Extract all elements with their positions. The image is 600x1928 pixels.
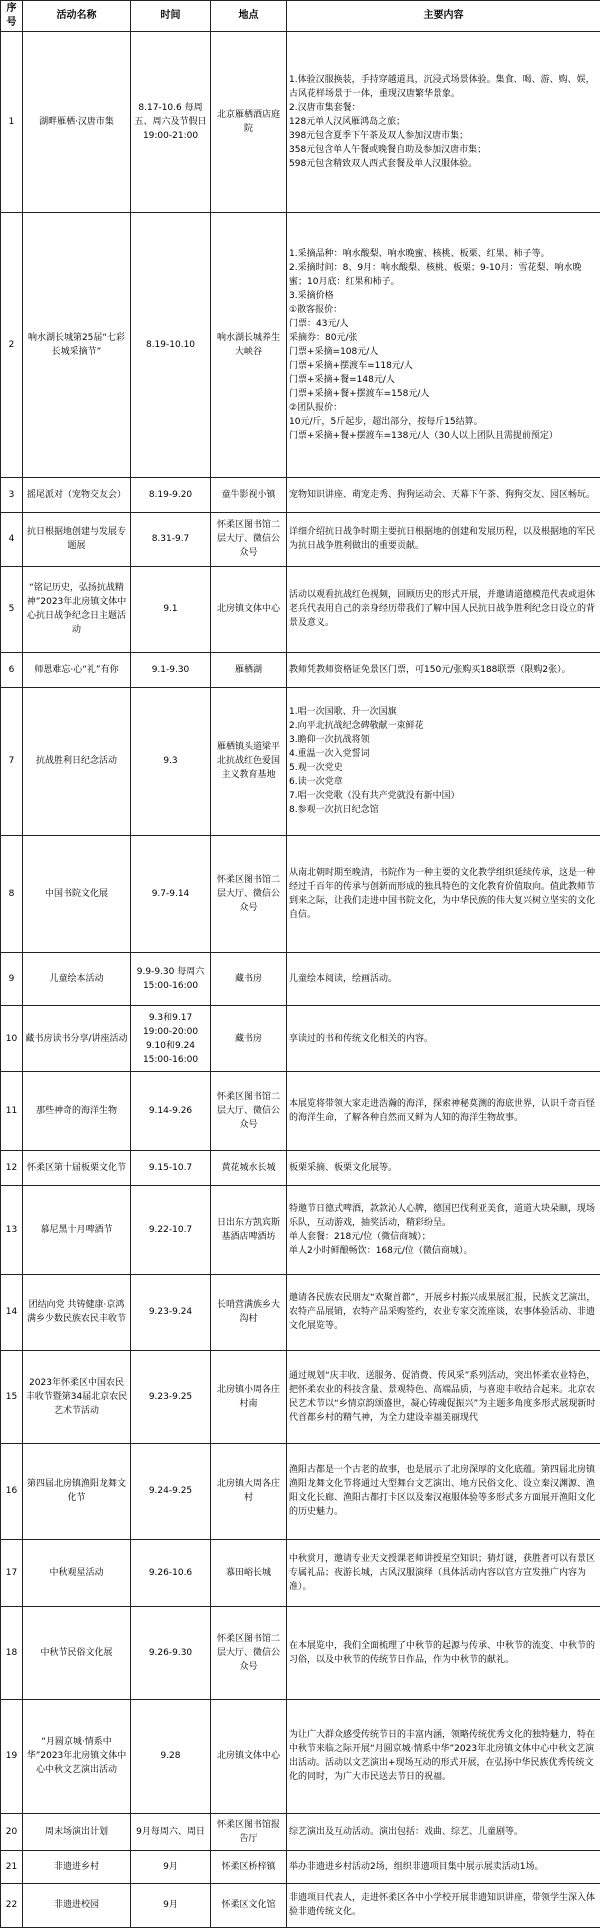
cell-content xyxy=(287,1539,600,1606)
cell-place: 怀柔区图书馆二层大厅、微信公众号 xyxy=(211,836,287,952)
content-line: 门票+采摘+餐=148元/人 xyxy=(289,375,395,386)
table-row xyxy=(1,1539,600,1606)
content-line: 7.唱一次党歌（没有共产党就没有新中国） xyxy=(289,791,460,802)
table-row xyxy=(1,213,600,478)
cell-time: 9.9-9.30 每周六 15:00-16:00 xyxy=(131,952,211,1005)
cell-content xyxy=(287,1813,600,1850)
content-line: 邀请各民族农民朋友“欢聚首都”，开展乡村振兴成果展汇报，民族文艺演出，农特产品展销，农特产品采购签约，农业专家交流座谈，农事体验活动、非遗文化展览等。 xyxy=(289,1293,596,1332)
cell-activity-name: 那些神奇的海洋生物 xyxy=(23,1072,131,1151)
cell-seq: 21 xyxy=(1,1851,23,1884)
cell-seq: 1 xyxy=(1,32,23,213)
table-row xyxy=(1,1351,600,1444)
table-row xyxy=(1,478,600,513)
content-line: 10元/斤，5斤起步，超出部分，按每斤15结算。 xyxy=(289,417,483,428)
cell-place: 日出东方凯宾斯基酒店啤酒坊 xyxy=(211,1186,287,1274)
content-line: 门票+采摘=108元/人 xyxy=(289,347,379,358)
content-line: 非遗项目代表人，走进怀柔区各中小学校开展非遗知识讲座，带领学生深入体验非遗传统文化。 xyxy=(289,1893,596,1918)
cell-seq: 12 xyxy=(1,1151,23,1186)
table-row xyxy=(1,687,600,836)
cell-seq: 20 xyxy=(1,1813,23,1850)
cell-place: 藏书房 xyxy=(211,1006,287,1072)
content-line: 3.采摘价格 xyxy=(289,291,334,302)
cell-activity-name: 非遗进乡村 xyxy=(23,1851,131,1884)
cell-time: 9.22-10.7 xyxy=(131,1186,211,1274)
cell-activity-name: 摇尾派对（宠物交友会） xyxy=(23,478,131,513)
cell-content xyxy=(287,213,600,478)
cell-place: 北房镇文体中心 xyxy=(211,566,287,652)
header-place: 地点 xyxy=(211,1,287,32)
cell-activity-name: 非遗进校园 xyxy=(23,1883,131,1927)
cell-activity-name: 抗日根据地创建与发展专题展 xyxy=(23,513,131,566)
cell-place: 北房镇文体中心 xyxy=(211,1700,287,1814)
cell-time: 9.28 xyxy=(131,1700,211,1814)
cell-content xyxy=(287,1883,600,1927)
cell-time: 9.23-9.25 xyxy=(131,1351,211,1444)
content-line: 8.参观一次抗日纪念馆 xyxy=(289,805,379,816)
table-body xyxy=(1,32,600,1928)
header-name: 活动名称 xyxy=(23,1,131,32)
cell-content xyxy=(287,478,600,513)
cell-content xyxy=(287,1274,600,1351)
cell-place: 怀柔区图书馆报告厅 xyxy=(211,1813,287,1850)
cell-place: 雁栖湖 xyxy=(211,652,287,687)
content-line: 详细介绍抗日战争时期主要抗日根据地的创建和发展历程，以及根据地的军民为抗日战争胜利做出的重要贡献。 xyxy=(289,527,596,552)
cell-time: 9.15-10.7 xyxy=(131,1151,211,1186)
cell-content xyxy=(287,32,600,213)
content-line: 门票：43元/人 xyxy=(289,319,349,330)
content-line: 1.唱一次国歌、升一次国旗 xyxy=(289,707,397,718)
header-seq: 序号 xyxy=(1,1,23,32)
content-line: 采摘券：80元/张 xyxy=(289,333,358,344)
table-row xyxy=(1,652,600,687)
table-row xyxy=(1,1186,600,1274)
cell-time: 9.3和9.17 19:00-20:00 9.10和9.24 15:00-16:00 xyxy=(131,1006,211,1072)
cell-time: 9月 xyxy=(131,1851,211,1884)
cell-seq: 11 xyxy=(1,1072,23,1151)
content-line: 板栗采摘、板栗文化展等。 xyxy=(289,1163,398,1174)
cell-place: 怀柔区图书馆二层大厅、微信公众号 xyxy=(211,1072,287,1151)
content-line: 宠物知识讲座、萌宠走秀、狗狗运动会、天幕下午茶、狗狗交友、园区畅玩。 xyxy=(289,490,596,501)
content-line: 6.读一次党章 xyxy=(289,777,343,788)
content-line: 5.观一次党史 xyxy=(289,763,343,774)
cell-content xyxy=(287,1351,600,1444)
content-line: 598元包含精致双人西式套餐及单人汉服体验。 xyxy=(289,159,478,170)
cell-time: 9.26-9.30 xyxy=(131,1607,211,1700)
content-line: 3.瞻仰一次抗战将领 xyxy=(289,735,370,746)
content-line: 教师凭教师资格证免景区门票，可150元/张购买188联票（限购2张）。 xyxy=(289,664,571,675)
cell-time: 9.26-10.6 xyxy=(131,1539,211,1606)
table-header-row xyxy=(1,1,600,32)
content-line: 综艺演出及互动活动。演出包括：戏曲、综艺、儿童剧等。 xyxy=(289,1827,524,1838)
table-row xyxy=(1,1883,600,1927)
cell-time: 8.31-9.7 xyxy=(131,513,211,566)
table-row xyxy=(1,1072,600,1151)
cell-activity-name: 中秋观星活动 xyxy=(23,1539,131,1606)
table-row xyxy=(1,513,600,566)
content-line: 举办非遗进乡村活动2场，组织非遗项目集中展示展卖活动1场。 xyxy=(289,1861,544,1872)
content-line: ①散客报价： xyxy=(289,305,343,316)
content-line: 358元包含单人午餐或晚餐自助及参加汉唐市集； xyxy=(289,145,487,156)
cell-activity-name: “月圆京城·情系中华”2023年北房镇文体中心中秋文艺演出活动 xyxy=(23,1700,131,1814)
content-line: 享读过的书和传统文化相关的内容。 xyxy=(289,1033,434,1044)
table-row xyxy=(1,1444,600,1539)
table-row xyxy=(1,1151,600,1186)
cell-seq: 9 xyxy=(1,952,23,1005)
content-line: 单人2小时鲜酿畅饮：168元/位（微信商城）。 xyxy=(289,1245,473,1256)
table-row xyxy=(1,836,600,952)
cell-activity-name: 慕尼黑十月啤酒节 xyxy=(23,1186,131,1274)
content-line: 单人套餐：218元/位（微信商城）； xyxy=(289,1231,431,1242)
content-line: 在本展览中，我们全面梳理了中秋节的起源与传承、中秋节的流变、中秋节的习俗，以及中秋节的传统节日作品，作为中秋节的献礼。 xyxy=(289,1641,596,1665)
table-row xyxy=(1,1851,600,1884)
cell-seq: 8 xyxy=(1,836,23,952)
cell-place: 黄花城水长城 xyxy=(211,1151,287,1186)
content-line: 儿童绘本阅读，绘画活动。 xyxy=(289,973,398,984)
cell-time: 9.7-9.14 xyxy=(131,836,211,952)
cell-place: 响水湖长城养生大峡谷 xyxy=(211,213,287,478)
cell-seq: 15 xyxy=(1,1351,23,1444)
cell-seq: 4 xyxy=(1,513,23,566)
cell-activity-name: 第四届北房镇渔阳龙舞文化节 xyxy=(23,1444,131,1539)
cell-seq: 5 xyxy=(1,566,23,652)
cell-content xyxy=(287,1700,600,1814)
cell-activity-name: 师恩难忘·心“礼”有你 xyxy=(23,652,131,687)
cell-seq: 19 xyxy=(1,1700,23,1814)
cell-activity-name: 中秋节民俗文化展 xyxy=(23,1607,131,1700)
cell-content xyxy=(287,1607,600,1700)
content-line: 通过规划“庆丰收、送服务、促消费、传风采”系列活动，突出怀柔农业特色，把怀柔农业的科技含量、景观特色、高端品质，与喜迎丰收结合起来。北京农民艺术节以“乡情京韵颂盛世，凝心铸魂促振兴”为主题多角度多形式展现新时代首都乡村的精气神，为全力建设幸福美丽现代 xyxy=(289,1371,596,1424)
cell-seq: 16 xyxy=(1,1444,23,1539)
cell-seq: 10 xyxy=(1,1006,23,1072)
table-row xyxy=(1,1006,600,1072)
header-time: 时间 xyxy=(131,1,211,32)
table-row xyxy=(1,1274,600,1351)
content-line: 4.重温一次入党誓词 xyxy=(289,749,370,760)
cell-place: 北房镇大周各庄村 xyxy=(211,1444,287,1539)
cell-place: 慕田峪长城 xyxy=(211,1539,287,1606)
cell-content xyxy=(287,513,600,566)
cell-place: 长哨营满族乡大沟村 xyxy=(211,1274,287,1351)
content-line: 398元包含夏季下午茶及双人参加汉唐市集； xyxy=(289,131,469,142)
cell-time: 8.19-9.20 xyxy=(131,478,211,513)
content-line: 活动以观看抗战红色视频，回顾历史的形式开展，并邀请道德模范代表或退休老兵代表用自己的亲身经历带我们了解中国人民抗日战争胜利纪念日设立的背景及意义。 xyxy=(289,590,596,629)
cell-content xyxy=(287,1006,600,1072)
table-row xyxy=(1,32,600,213)
content-line: 渔阳古都是一个古老的故事，也是展示了北房深厚的文化底蕴。第四届北房镇渔阳龙舞文化节将通过大型舞台文艺演出、地方民俗文化、设立秦汉渊源、渔阳文化长廊、渔阳古都打卡区以及秦汉袍服体验等多形式多方面展开渔阳文化的历史魅力。 xyxy=(289,1465,596,1518)
cell-content xyxy=(287,652,600,687)
cell-time: 9.1-9.30 xyxy=(131,652,211,687)
cell-seq: 3 xyxy=(1,478,23,513)
content-line: 门票+采摘+摆渡车=118元/人 xyxy=(289,361,413,372)
cell-time: 9.1 xyxy=(131,566,211,652)
cell-seq: 22 xyxy=(1,1883,23,1927)
cell-activity-name: 2023年怀柔区中国农民丰收节暨第34届北京农民艺术节活动 xyxy=(23,1351,131,1444)
table-row xyxy=(1,1813,600,1850)
cell-seq: 6 xyxy=(1,652,23,687)
cell-activity-name: 儿童绘本活动 xyxy=(23,952,131,1005)
cell-activity-name: 中国书院文化展 xyxy=(23,836,131,952)
cell-content xyxy=(287,687,600,836)
cell-seq: 7 xyxy=(1,687,23,836)
cell-time: 8.19-10.10 xyxy=(131,213,211,478)
cell-activity-name: 藏书房读书分享/讲座活动 xyxy=(23,1006,131,1072)
cell-place: 雁栖镇头道梁平北抗战红色爱国主义教育基地 xyxy=(211,687,287,836)
cell-activity-name: 抗战胜利日纪念活动 xyxy=(23,687,131,836)
cell-content xyxy=(287,836,600,952)
cell-activity-name: 湖畔雁栖·汉唐市集 xyxy=(23,32,131,213)
cell-content xyxy=(287,566,600,652)
cell-place: 怀柔区桥梓镇 xyxy=(211,1851,287,1884)
cell-time: 8.17-10.6 每周五、周六及节假日19:00-21:00 xyxy=(131,32,211,213)
cell-seq: 2 xyxy=(1,213,23,478)
cell-seq: 13 xyxy=(1,1186,23,1274)
cell-seq: 18 xyxy=(1,1607,23,1700)
header-content: 主要内容 xyxy=(287,1,600,32)
content-line: 中秋赏月，邀请专业天文授课老师讲授星空知识；猜灯谜，获胜者可以有景区专属礼品；夜游长城，古风汉服演绎（具体活动内容以官方宣发推广内容为准）。 xyxy=(289,1553,596,1592)
cell-time: 9.3 xyxy=(131,687,211,836)
content-line: 为让广大群众感受传统节日的丰富内涵，领略传统优秀文化的独特魅力，特在中秋节来临之际开展“月圆京城·情系中华”2023年北房镇文体中心中秋文艺演出活动。活动以文艺演出+现场互动的形式开展，在弘扬中华民族优秀传统文化的同时，为广大市民送去节日的祝福。 xyxy=(289,1730,596,1783)
content-line: 128元单人汉风雁鸿岛之旅； xyxy=(289,117,406,128)
cell-content xyxy=(287,1851,600,1884)
table-row xyxy=(1,952,600,1005)
table-row xyxy=(1,1700,600,1814)
cell-activity-name: 周末场演出计划 xyxy=(23,1813,131,1850)
cell-seq: 14 xyxy=(1,1274,23,1351)
cell-time: 9月 xyxy=(131,1883,211,1927)
content-line: 2.汉唐市集套餐： xyxy=(289,103,361,114)
content-line: ②团队报价： xyxy=(289,403,343,414)
cell-place: 怀柔区图书馆二层大厅、微信公众号 xyxy=(211,1607,287,1700)
content-line: 特邀节日德式啤酒，款款沁人心脾，德国巴伐利亚美食，道道大块朵颐，现场乐队，互动游戏，抽奖活动，精彩纷呈。 xyxy=(289,1203,596,1228)
content-line: 2.向平北抗战纪念碑敬献一束鲜花 xyxy=(289,721,424,732)
cell-content xyxy=(287,1186,600,1274)
cell-place: 怀柔区图书馆二层大厅、微信公众号 xyxy=(211,513,287,566)
cell-time: 9.23-9.24 xyxy=(131,1274,211,1351)
cell-place: 北房镇小周各庄村南 xyxy=(211,1351,287,1444)
cell-content xyxy=(287,1151,600,1186)
content-line: 1.采摘品种：响水酸梨、响水晚蜜、核桃、板栗、红果、柿子等。 xyxy=(289,249,550,260)
content-line: 门票+采摘+餐+摆渡车=158元/人 xyxy=(289,389,430,400)
cell-content xyxy=(287,1072,600,1151)
cell-place: 童牛影视小镇 xyxy=(211,478,287,513)
cell-content xyxy=(287,952,600,1005)
cell-activity-name: 团结向党 共铸健康·京鸿满乡少数民族农民丰收节 xyxy=(23,1274,131,1351)
cell-time: 9月每周六、周日 xyxy=(131,1813,211,1850)
cell-place: 北京雁栖酒店庭院 xyxy=(211,32,287,213)
content-line: 2.采摘时间：8、9月：响水酸梨、核桃、板栗；9-10月：雪花梨、响水晚蜜；10月底：红果和柿子。 xyxy=(289,263,582,288)
cell-time: 9.14-9.26 xyxy=(131,1072,211,1151)
cell-place: 藏书房 xyxy=(211,952,287,1005)
cell-activity-name: 响水湖长城第25届“七彩长城采摘节” xyxy=(23,213,131,478)
cell-content xyxy=(287,1444,600,1539)
cell-activity-name: 怀柔区第十届板栗文化节 xyxy=(23,1151,131,1186)
cell-seq: 17 xyxy=(1,1539,23,1606)
cell-activity-name: “铭记历史，弘扬抗战精神”2023年北房镇文体中心抗日战争纪念日主题活动 xyxy=(23,566,131,652)
content-line: 1.体验汉服换装，手持穿越道具，沉浸式场景体验。集食、喝、游、购、娱，古风花样场景于一体，重现汉唐繁华景象。 xyxy=(289,75,595,100)
content-line: 门票+采摘+餐+摆渡车=138元/人（30人以上团队且需提前预定） xyxy=(289,431,558,442)
content-line: 本展览将带领大家走进浩瀚的海洋，探索神秘莫测的海底世界，认识千奇百怪的海洋生命，了解各种自然而又鲜为人知的海洋生物故事。 xyxy=(289,1099,596,1124)
cell-time: 9.24-9.25 xyxy=(131,1444,211,1539)
content-line: 从南北朝时期至晚清，书院作为一种主要的文化教学组织延续传承，这是一种经过千百年的传承与创新而形成的独具特色的文化教育价值取向。值此教师节到来之际，让我们走进中国书院文化，为中华民族的伟大复兴树立坚实的文化自信。 xyxy=(289,867,596,920)
table-row xyxy=(1,566,600,652)
cell-place: 怀柔区文化馆 xyxy=(211,1883,287,1927)
table-row xyxy=(1,1607,600,1700)
